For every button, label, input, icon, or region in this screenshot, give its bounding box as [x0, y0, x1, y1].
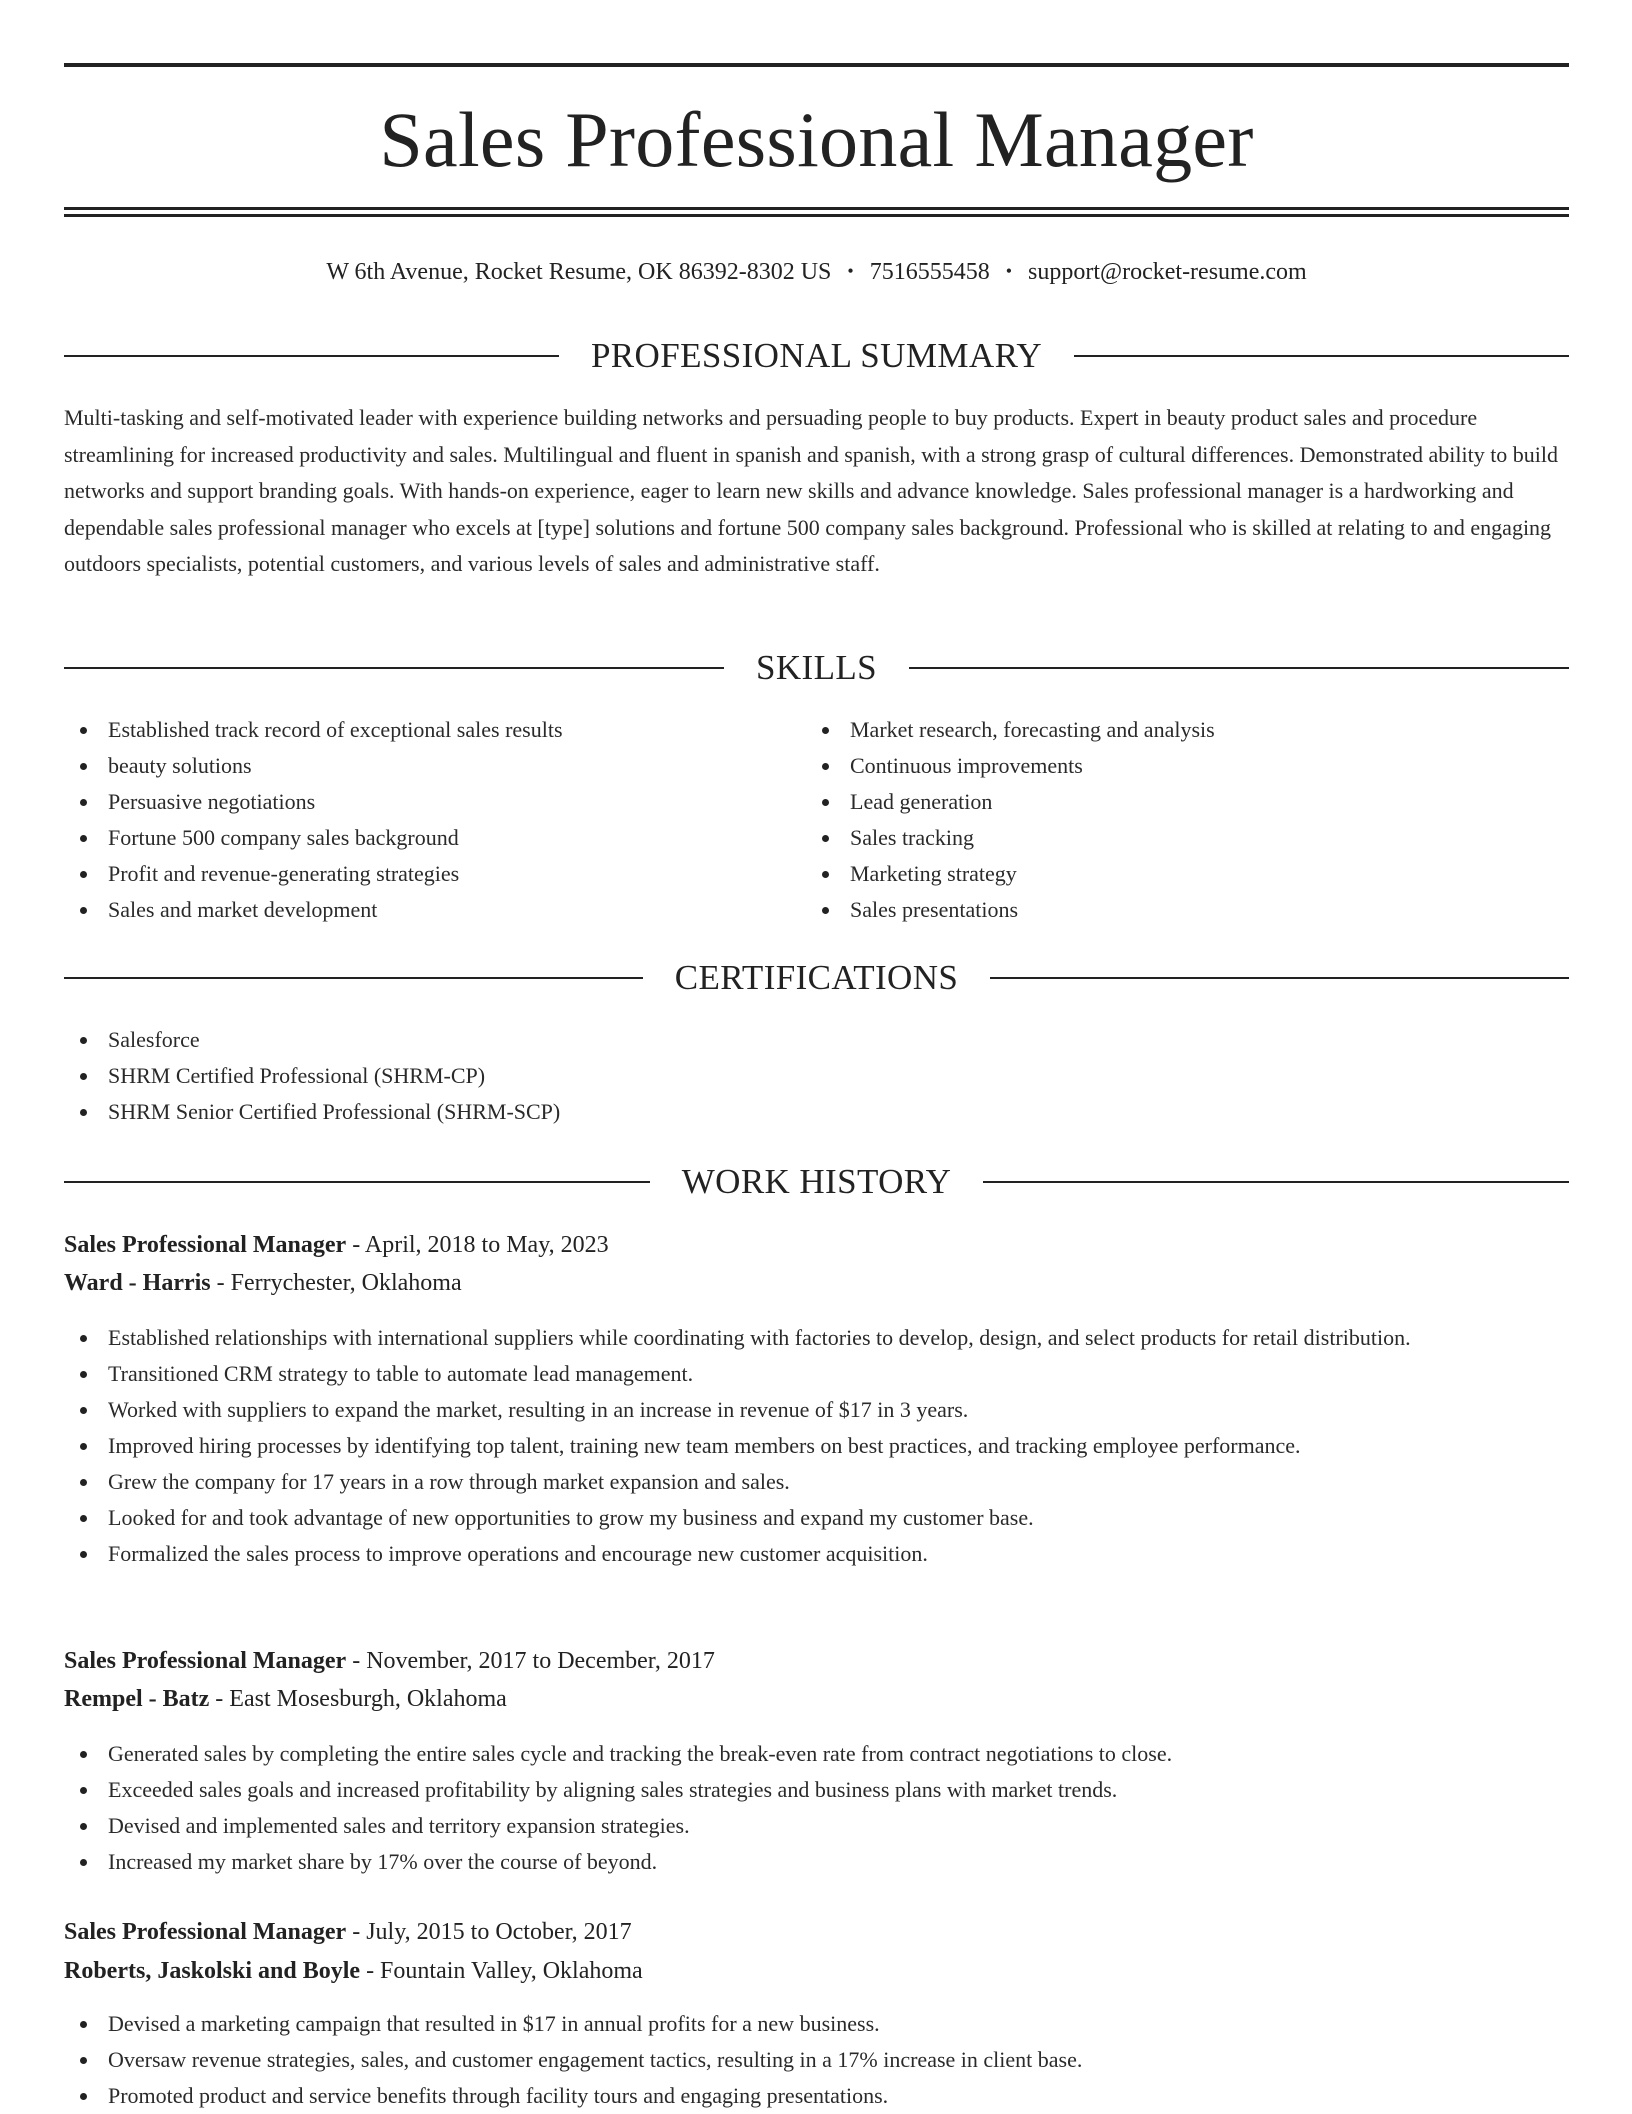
skills-heading [64, 646, 1569, 690]
certification-item: SHRM Certified Professional (SHRM-CP) [64, 1058, 1569, 1094]
job-company-line [64, 1264, 1569, 1302]
skill-item: Sales tracking [806, 820, 1566, 856]
contact-address: W 6th Avenue, Rocket Resume, OK 86392-8302 US [326, 259, 832, 285]
job-title-line [64, 1913, 1569, 1951]
job-dates: - July, 2015 to October, 2017 [346, 1919, 632, 1945]
summary-heading [64, 334, 1569, 378]
job-bullets [64, 2006, 1569, 2114]
job-bullet: Formalized the sales process to improve operations and encourage new customer acquisition. [64, 1536, 1569, 1572]
work-history-title: WORK HISTORY [681, 1162, 952, 1201]
certifications-heading [64, 956, 1569, 1000]
job-title-line [64, 1642, 1569, 1680]
job-role: Sales Professional Manager [64, 1232, 347, 1258]
contact-email[interactable]: support@rocket-resume.com [1028, 259, 1307, 285]
job-bullets [64, 1320, 1569, 1572]
header-top-rule [64, 63, 1569, 67]
skill-item: Lead generation [806, 784, 1566, 820]
contact-separator: • [1005, 261, 1012, 281]
heading-rule-left [64, 977, 643, 979]
skill-item: Market research, forecasting and analysis [806, 712, 1566, 748]
skills-title: SKILLS [755, 648, 878, 687]
heading-rule-left [64, 355, 559, 357]
job-bullet: Generated sales by completing the entire sales cycle and tracking the break-even rate from contract negotiations to close. [64, 1736, 1569, 1772]
skill-item: Sales presentations [806, 892, 1566, 928]
skill-item: beauty solutions [64, 748, 804, 784]
skills-list-right [806, 712, 1566, 928]
job-company-line [64, 1952, 1569, 1990]
certification-item: SHRM Senior Certified Professional (SHRM-SCP) [64, 1094, 1569, 1130]
header-bottom-rule [64, 207, 1569, 217]
job-title-line [64, 1226, 1569, 1264]
job-company-line [64, 1680, 1569, 1718]
certifications-list [64, 1022, 1569, 1130]
job-bullet: Exceeded sales goals and increased profitability by aligning sales strategies and business plans with market trends. [64, 1772, 1569, 1808]
job-bullet: Worked with suppliers to expand the market, resulting in an increase in revenue of $17 in 3 years. [64, 1392, 1569, 1428]
skill-item: Established track record of exceptional sales results [64, 712, 804, 748]
summary-title: PROFESSIONAL SUMMARY [590, 336, 1043, 375]
heading-rule-right [983, 1181, 1569, 1183]
job-bullets [64, 1736, 1569, 1880]
job-location: - Fountain Valley, Oklahoma [360, 1958, 643, 1984]
job-location: - Ferrychester, Oklahoma [210, 1270, 462, 1296]
job-bullet: Established relationships with international suppliers while coordinating with factories to develop, design, and select products for retail distribution. [64, 1320, 1569, 1356]
heading-rule-right [1074, 355, 1569, 357]
job-role: Sales Professional Manager [64, 1919, 347, 1945]
job-bullet: Devised a marketing campaign that resulted in $17 in annual profits for a new business. [64, 2006, 1569, 2042]
job-role: Sales Professional Manager [64, 1648, 347, 1674]
work-history-heading [64, 1160, 1569, 1204]
heading-rule-right [990, 977, 1569, 979]
contact-phone: 7516555458 [869, 259, 990, 285]
certification-item: Salesforce [64, 1022, 1569, 1058]
job-bullet: Looked for and took advantage of new opportunities to grow my business and expand my customer base. [64, 1500, 1569, 1536]
contact-line [64, 254, 1569, 289]
job-dates: - November, 2017 to December, 2017 [346, 1648, 715, 1674]
candidate-name: Sales Professional Manager [379, 96, 1254, 183]
skill-item: Continuous improvements [806, 748, 1566, 784]
job-bullet: Oversaw revenue strategies, sales, and customer engagement tactics, resulting in a 17% increase in client base. [64, 2042, 1569, 2078]
skills-list-left [64, 712, 804, 928]
job-company: Ward - Harris [64, 1270, 211, 1296]
certifications-title: CERTIFICATIONS [674, 958, 959, 997]
job-location: - East Mosesburgh, Oklahoma [209, 1686, 507, 1712]
heading-rule-right [909, 667, 1569, 669]
skill-item: Sales and market development [64, 892, 804, 928]
job-bullet: Promoted product and service benefits through facility tours and engaging presentations. [64, 2078, 1569, 2114]
job-bullet: Transitioned CRM strategy to table to automate lead management. [64, 1356, 1569, 1392]
skill-item: Marketing strategy [806, 856, 1566, 892]
job-dates: - April, 2018 to May, 2023 [346, 1232, 609, 1258]
job-company: Rempel - Batz [64, 1686, 210, 1712]
job-bullet: Increased my market share by 17% over the course of beyond. [64, 1844, 1569, 1880]
job-bullet: Improved hiring processes by identifying top talent, training new team members on best practices, and tracking employee performance. [64, 1428, 1569, 1464]
skill-item: Persuasive negotiations [64, 784, 804, 820]
heading-rule-left [64, 667, 724, 669]
skill-item: Fortune 500 company sales background [64, 820, 804, 856]
contact-separator: • [847, 261, 854, 281]
skill-item: Profit and revenue-generating strategies [64, 856, 804, 892]
heading-rule-left [64, 1181, 650, 1183]
job-bullet: Devised and implemented sales and territory expansion strategies. [64, 1808, 1569, 1844]
summary-text: Multi-tasking and self-motivated leader with experience building networks and persuading people to buy products. Expert in beauty product sales and procedure streamlining for increased productivity and sales. Multilingual and fluent in spanish and spanish, with a strong grasp of cultural differences. Demonstrated ability to build networks and support branding goals. With hands-on experience, eager to learn new skills and advance knowledge. Sales professional manager is a hardworking and dependable sales professional manager who excels at [type] solutions and fortune 500 company sales background. Professional who is skilled at relating to and engaging outdoors specialists, potential customers, and various levels of sales and administrative staff. [64, 405, 1559, 577]
job-bullet: Grew the company for 17 years in a row through market expansion and sales. [64, 1464, 1569, 1500]
job-company: Roberts, Jaskolski and Boyle [64, 1958, 361, 1984]
